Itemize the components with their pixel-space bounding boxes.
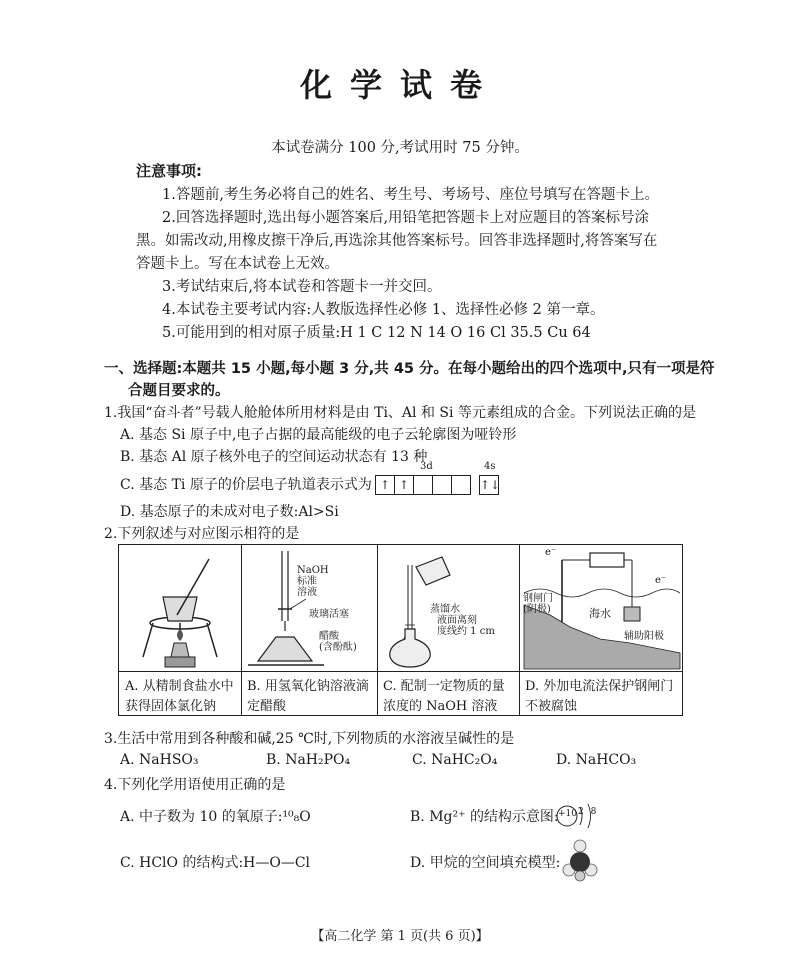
notice-line-7: 5.可能用到的相对原子质量:H 1 C 12 N 14 O 16 Cl 35.5 Cu 64 bbox=[162, 325, 591, 341]
fig-d-label-anode: 辅助阳极 bbox=[624, 631, 664, 642]
q2-stem: 2.下列叙述与对应图示相符的是 bbox=[104, 526, 300, 542]
mg-electron-shells: 2 8 bbox=[578, 807, 599, 817]
fig-d-label-gate: 钢闸门 bbox=[523, 593, 553, 604]
q2-figure-table bbox=[118, 544, 683, 716]
q3-option-d: D. NaHCO₃ bbox=[556, 752, 637, 768]
notice-line-1: 1.答题前,考生务必将自己的姓名、考生号、考场号、座位号填写在答题卡上。 bbox=[162, 187, 659, 203]
orbital-label-4s: 4s bbox=[484, 461, 496, 472]
orbital-label-3d: 3d bbox=[420, 461, 433, 472]
methane-space-filling-model-icon bbox=[560, 836, 600, 882]
q4-option-c: C. HClO 的结构式:H—O—Cl bbox=[120, 855, 311, 871]
orbital-box bbox=[432, 475, 452, 495]
fig-c-label-mark: 度线约 1 cm bbox=[437, 626, 495, 637]
page-footer: 【高二化学 第 1 页(共 6 页)】 bbox=[311, 929, 489, 944]
exam-subtitle: 本试卷满分 100 分,考试用时 75 分钟。 bbox=[271, 140, 529, 156]
notice-line-3: 黑。如需改动,用橡皮擦干净后,再选涂其他答案标号。回答非选择题时,将答案写在 bbox=[136, 233, 658, 249]
fig-b-label-solution: 溶液 bbox=[297, 587, 317, 598]
section-heading-line-2: 合题目要求的。 bbox=[128, 383, 230, 399]
q4-option-d: D. 甲烷的空间填充模型: bbox=[410, 855, 561, 871]
fig-c-label-water: 蒸馏水 bbox=[430, 604, 460, 615]
mg-ion-structure-diagram bbox=[556, 799, 599, 833]
fig-b-label-standard: 标准 bbox=[297, 576, 317, 587]
q4-option-b: B. Mg²⁺ 的结构示意图: bbox=[410, 809, 559, 825]
caption-c-line-1: C. 配制一定物质的量 bbox=[383, 679, 505, 694]
q1-option-b: B. 基态 Al 原子核外电子的空间运动状态有 13 种 bbox=[120, 449, 428, 465]
q1-option-c: C. 基态 Ti 原子的价层电子轨道表示式为 bbox=[120, 477, 372, 493]
q3-option-c: C. NaHC₂O₄ bbox=[412, 752, 498, 768]
notice-line-5: 3.考试结束后,将本试卷和答题卡一并交回。 bbox=[162, 279, 442, 295]
fig-b-label-stopcock: 玻璃活塞 bbox=[309, 609, 349, 620]
orbital-box bbox=[451, 475, 471, 495]
evaporation-apparatus-figure bbox=[119, 545, 241, 671]
fig-d-label-seawater: 海水 bbox=[589, 607, 611, 620]
q1-option-a: A. 基态 Si 原子中,电子占据的最高能级的电子云轮廓图为哑铃形 bbox=[120, 427, 517, 443]
notice-line-4: 答题卡上。写在本试卷上无效。 bbox=[136, 256, 339, 272]
q1-stem: 1.我国“奋斗者”号载人舱舱体所用材料是由 Ti、Al 和 Si 等元素组成的合金。下列说法正确的是 bbox=[104, 405, 696, 421]
fig-b-label-acetic-acid: 醋酸 bbox=[319, 631, 339, 642]
caption-c-line-2: 浓度的 NaOH 溶液 bbox=[383, 699, 498, 714]
mg-nucleus-charge: +10 bbox=[558, 809, 577, 819]
orbital-box: ↑ bbox=[394, 475, 414, 495]
q3-option-a: A. NaHSO₃ bbox=[120, 752, 199, 768]
orbital-box: ↑ bbox=[375, 475, 395, 495]
page-title: 化学试卷 bbox=[299, 66, 500, 104]
caption-b-line-1: B. 用氢氧化钠溶液滴 bbox=[247, 679, 369, 694]
caption-d-line-1: D. 外加电流法保护钢闸门 bbox=[525, 679, 674, 694]
q3-stem: 3.生活中常用到各种酸和碱,25 ℃时,下列物质的水溶液呈碱性的是 bbox=[104, 731, 515, 747]
q4-option-a: A. 中子数为 10 的氧原子:¹⁰₈O bbox=[120, 809, 311, 825]
notice-heading: 注意事项: bbox=[136, 162, 202, 180]
notice-line-2: 2.回答选择题时,选出每小题答案后,用铅笔把答题卡上对应题目的答案标号涂 bbox=[162, 210, 650, 226]
fig-d-label-electron-1: e⁻ bbox=[545, 547, 557, 558]
q1-option-d: D. 基态原子的未成对电子数:Al>Si bbox=[120, 504, 339, 520]
fig-b-label-phenolphthalein: (含酚酞) bbox=[319, 642, 357, 653]
caption-a-line-1: A. 从精制食盐水中 bbox=[125, 679, 234, 694]
orbital-diagram-4s bbox=[480, 474, 499, 495]
fig-c-label-liquid-level: 液面离刻 bbox=[437, 615, 477, 626]
orbital-box: ↑↓ bbox=[479, 475, 499, 495]
orbital-diagram-3d bbox=[376, 474, 471, 495]
notice-line-6: 4.本试卷主要考试内容:人教版选择性必修 1、选择性必修 2 第一章。 bbox=[162, 302, 605, 318]
caption-d-line-2: 不被腐蚀 bbox=[525, 699, 578, 714]
caption-b-line-2: 定醋酸 bbox=[247, 699, 287, 714]
fig-b-label-naoh: NaOH bbox=[297, 565, 329, 576]
fig-d-label-cathode: (阴极) bbox=[523, 604, 551, 615]
section-heading-line-1: 一、选择题:本题共 15 小题,每小题 3 分,共 45 分。在每小题给出的四个选项中,只有一项是符 bbox=[104, 361, 715, 377]
orbital-box bbox=[413, 475, 433, 495]
fig-d-label-electron-2: e⁻ bbox=[655, 575, 667, 586]
caption-a-line-2: 获得固体氯化钠 bbox=[125, 699, 217, 714]
q3-option-b: B. NaH₂PO₄ bbox=[266, 752, 351, 768]
q4-stem: 4.下列化学用语使用正确的是 bbox=[104, 777, 286, 793]
